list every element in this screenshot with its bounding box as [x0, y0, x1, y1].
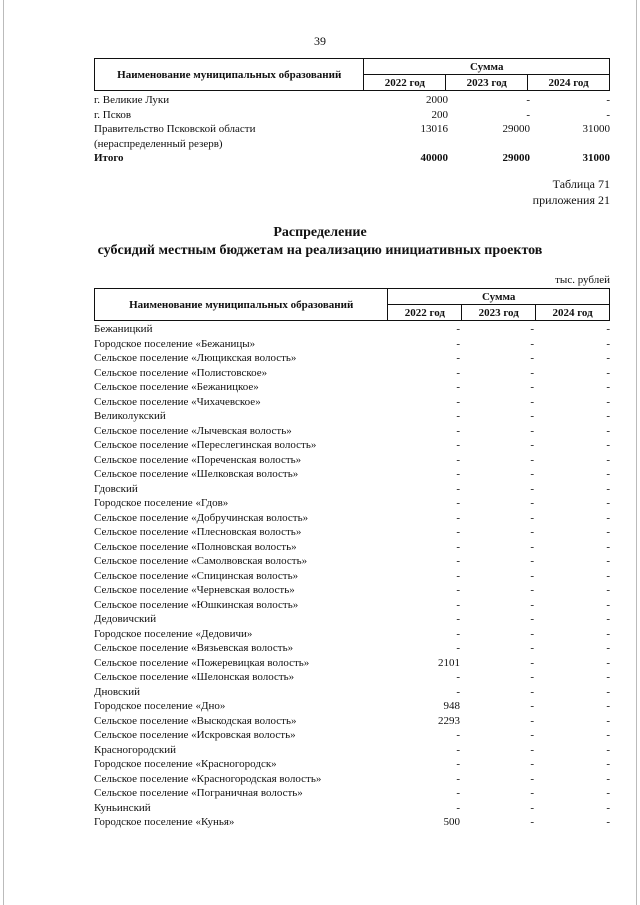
page-number: 39 [314, 34, 326, 48]
row-value-2023: - [530, 700, 534, 712]
row-value-2024: - [606, 323, 610, 335]
table-row [94, 424, 610, 439]
row-name: г. Псков [94, 108, 132, 121]
row-name: Сельское поселение «Искровская волость» [94, 729, 296, 741]
row-value-2022: - [456, 410, 460, 422]
table-row [94, 351, 610, 366]
row-value-2023: - [530, 758, 534, 770]
table1-header-name: Наименование муниципальных образований [95, 59, 364, 91]
row-name: Сельское поселение «Полистовское» [94, 366, 268, 379]
row-name: Дедовичский [94, 613, 157, 625]
row-value-2022: - [456, 482, 460, 495]
row-value-2022: - [456, 468, 460, 480]
row-value-2022: - [456, 395, 460, 408]
row-value-2023: - [530, 613, 534, 625]
table-row [94, 714, 610, 729]
row-value-2024: - [606, 656, 610, 669]
row-value-2022: - [456, 453, 460, 466]
row-value-2022: - [456, 526, 460, 538]
row-value-2023: - [530, 671, 534, 683]
row-value-2024: - [606, 729, 610, 741]
title-line1: Распределение [273, 225, 367, 240]
row-value-2022: - [456, 323, 460, 335]
row-value-2022: - [456, 555, 460, 567]
row-value-2022: - [456, 743, 460, 756]
row-value-2023: - [530, 656, 534, 669]
row-name: Городское поселение «Гдов» [94, 497, 229, 509]
row-value-2023: - [530, 729, 534, 741]
row-value-2023: - [530, 424, 534, 437]
row-value-2022: 2000 [426, 94, 448, 106]
row-name: г. Великие Луки [94, 94, 170, 106]
row-name: Сельское поселение «Добручинская волость» [94, 511, 309, 524]
row-name: Сельское поселение «Плесновская волость» [94, 526, 302, 538]
table-row [94, 641, 610, 656]
row-name: Сельское поселение «Юшкинская волость» [94, 598, 299, 611]
row-value-2022: 2293 [438, 714, 460, 727]
table2-header-year-2023: 2023 год [462, 305, 536, 321]
row-value-2022: - [456, 337, 460, 350]
row-value-2024: - [606, 613, 610, 625]
row-value-2023: - [530, 685, 534, 698]
row-value-2024: - [606, 743, 610, 756]
table-row [94, 366, 610, 381]
table-row [94, 137, 610, 152]
row-value-2023: - [530, 642, 534, 654]
row-name: Сельское поселение «Лычевская волость» [94, 424, 292, 437]
row-value-2022: 500 [443, 816, 460, 828]
table-row [94, 743, 610, 758]
table-caption [533, 176, 610, 208]
row-value-2024: - [606, 108, 610, 121]
table-row [94, 583, 610, 598]
row-value-2024: - [606, 700, 610, 712]
row-value-2022: - [456, 627, 460, 640]
row-value-2022: - [456, 584, 460, 596]
row-value-2024: - [606, 584, 610, 596]
row-value-2023: - [530, 569, 534, 582]
row-value-2023: - [530, 497, 534, 509]
row-value-2023: - [530, 482, 534, 495]
table-row [94, 757, 610, 772]
row-value-2022: - [456, 671, 460, 683]
row-value-2022: - [456, 366, 460, 379]
row-value-2022: - [456, 381, 460, 393]
table-row [94, 554, 610, 569]
table-row [94, 438, 610, 453]
row-value-2023: - [530, 366, 534, 379]
table-row [94, 598, 610, 613]
table-row [94, 699, 610, 714]
table-row [94, 380, 610, 395]
row-value-2023: - [530, 439, 534, 451]
table-row [94, 337, 610, 352]
row-name: Куньинский [94, 801, 151, 814]
table-row [94, 786, 610, 801]
table1-header-year-2023: 2023 год [446, 75, 528, 91]
row-value-2024: - [606, 714, 610, 727]
row-value-2024: - [606, 685, 610, 698]
row-value-2024: - [606, 337, 610, 350]
caption-table-number: Таблица 71 [552, 177, 610, 191]
row-value-2023: - [530, 787, 534, 799]
row-value-2022: - [456, 424, 460, 437]
row-value-2023: - [526, 108, 530, 121]
table-row [94, 93, 610, 108]
row-name: Дновский [94, 685, 141, 698]
table2-header [94, 288, 610, 321]
row-value-2024: - [606, 816, 610, 828]
row-value-2023: - [530, 555, 534, 567]
row-value-2022: - [456, 613, 460, 625]
row-value-2024: - [606, 410, 610, 422]
row-value-2022: - [456, 787, 460, 799]
row-name: Гдовский [94, 482, 138, 495]
row-name: Правительство Псковской области [94, 123, 256, 135]
row-value-2024: - [606, 598, 610, 611]
row-value-2022: - [456, 497, 460, 509]
row-value-2024: - [606, 569, 610, 582]
row-name: Сельское поселение «Вязьевская волость» [94, 642, 294, 654]
table-row [94, 525, 610, 540]
right-margin-line [636, 0, 637, 905]
table-row [94, 467, 610, 482]
row-value-2024: - [606, 627, 610, 640]
left-margin-line [3, 0, 4, 905]
row-value-2023: - [530, 323, 534, 335]
row-name: Красногородский [94, 743, 177, 756]
row-value-2023: - [526, 94, 530, 106]
table-row [94, 569, 610, 584]
row-value-2022: - [456, 511, 460, 524]
row-name: Сельское поселение «Выскодская волость» [94, 714, 297, 727]
row-value-2024: - [606, 671, 610, 683]
row-value-2023: - [530, 453, 534, 466]
row-name: Городское поселение «Кунья» [94, 816, 235, 828]
row-value-2023: - [530, 352, 534, 364]
row-value-2023: - [530, 816, 534, 828]
row-name: Сельское поселение «Пореченская волость» [94, 453, 302, 466]
table-row [94, 772, 610, 787]
table2-header-sum: Сумма [388, 289, 610, 305]
row-value-2022: - [456, 540, 460, 553]
table2-header-year-2024: 2024 год [536, 305, 610, 321]
row-name: Сельское поселение «Шелонская волость» [94, 671, 295, 683]
row-value-2022: 948 [443, 700, 460, 712]
table-row [94, 685, 610, 700]
table-row [94, 815, 610, 830]
row-value-2023: 29000 [502, 152, 530, 164]
row-value-2024: - [606, 94, 610, 106]
caption-appendix: приложения 21 [532, 193, 610, 207]
row-name: Сельское поселение «Красногородская волость» [94, 772, 322, 785]
row-value-2023: - [530, 772, 534, 785]
row-value-2023: - [530, 540, 534, 553]
row-value-2024: - [606, 424, 610, 437]
table-row [94, 511, 610, 526]
row-value-2023: - [530, 526, 534, 538]
row-value-2022: 40000 [420, 152, 448, 164]
row-value-2024: - [606, 381, 610, 393]
units-label: тыс. рублей [555, 274, 610, 286]
table-row [94, 728, 610, 743]
row-value-2022: - [456, 569, 460, 582]
row-value-2023: - [530, 584, 534, 596]
row-value-2024: 31000 [582, 123, 610, 135]
table1-header [94, 58, 610, 91]
title-line2: субсидий местным бюджетам на реализацию инициативных проектов [97, 243, 543, 258]
table1-body [94, 93, 610, 166]
row-name: Сельское поселение «Полновская волость» [94, 540, 297, 553]
row-value-2022: - [456, 439, 460, 451]
table-row [94, 670, 610, 685]
row-value-2023: - [530, 743, 534, 756]
row-name: Сельское поселение «Самолвовская волость» [94, 555, 308, 567]
row-name: Городское поселение «Дно» [94, 700, 226, 712]
table-row [94, 540, 610, 555]
row-value-2024: - [606, 555, 610, 567]
row-value-2024: - [606, 395, 610, 408]
row-value-2024: - [606, 758, 610, 770]
row-value-2022: - [456, 772, 460, 785]
row-name: Бежаницкий [94, 323, 153, 335]
table-row [94, 627, 610, 642]
row-value-2024: - [606, 482, 610, 495]
table-row [94, 656, 610, 671]
row-name: (нераспределенный резерв) [94, 137, 223, 150]
table2-body [94, 322, 610, 830]
row-value-2023: - [530, 627, 534, 640]
table1-header-year-2024: 2024 год [528, 75, 610, 91]
row-value-2022: - [456, 801, 460, 814]
table1-header-sum: Сумма [364, 59, 610, 75]
table-row [94, 409, 610, 424]
row-value-2023: - [530, 801, 534, 814]
row-value-2022: - [456, 352, 460, 364]
row-value-2023: - [530, 337, 534, 350]
table-row [94, 108, 610, 123]
document-title [0, 224, 640, 260]
row-value-2022: - [456, 598, 460, 611]
row-value-2024: 31000 [582, 152, 610, 164]
row-value-2022: - [456, 685, 460, 698]
row-name: Сельское поселение «Пожеревицкая волость» [94, 656, 310, 669]
table-row [94, 801, 610, 816]
row-value-2022: - [456, 642, 460, 654]
table-row [94, 482, 610, 497]
row-value-2022: - [456, 758, 460, 770]
row-name: Городское поселение «Красногородск» [94, 758, 277, 770]
row-value-2023: - [530, 714, 534, 727]
table2-header-year-2022: 2022 год [388, 305, 462, 321]
row-value-2024: - [606, 352, 610, 364]
row-name: Сельское поселение «Бежаницкое» [94, 381, 259, 393]
table-row [94, 395, 610, 410]
table2-header-name: Наименование муниципальных образований [95, 289, 388, 321]
row-value-2023: - [530, 395, 534, 408]
table-row [94, 453, 610, 468]
row-value-2024: - [606, 642, 610, 654]
row-value-2024: - [606, 468, 610, 480]
row-value-2023: - [530, 598, 534, 611]
row-value-2022: 13016 [420, 123, 448, 135]
table-row [94, 612, 610, 627]
row-value-2022: 2101 [438, 656, 460, 669]
row-name: Сельское поселение «Чихачевское» [94, 395, 261, 408]
table-row [94, 322, 610, 337]
row-name: Сельское поселение «Лющикская волость» [94, 352, 297, 364]
row-value-2024: - [606, 787, 610, 799]
row-value-2024: - [606, 453, 610, 466]
row-name: Итого [94, 152, 124, 164]
row-value-2023: - [530, 511, 534, 524]
row-name: Сельское поселение «Спицинская волость» [94, 569, 299, 582]
row-value-2022: 200 [431, 108, 448, 121]
row-name: Сельское поселение «Пограничная волость» [94, 787, 303, 799]
row-name: Городское поселение «Дедовичи» [94, 627, 253, 640]
row-value-2024: - [606, 439, 610, 451]
table-row [94, 122, 610, 137]
row-value-2023: 29000 [502, 123, 530, 135]
row-value-2024: - [606, 366, 610, 379]
row-value-2023: - [530, 381, 534, 393]
table-row [94, 151, 610, 166]
table1-header-year-2022: 2022 год [364, 75, 446, 91]
row-name: Сельское поселение «Черневская волость» [94, 584, 295, 596]
row-name: Сельское поселение «Шелковская волость» [94, 468, 299, 480]
row-name: Великолукский [94, 410, 166, 422]
row-value-2024: - [606, 801, 610, 814]
row-value-2023: - [530, 468, 534, 480]
row-value-2024: - [606, 772, 610, 785]
row-name: Сельское поселение «Переслегинская волость» [94, 439, 317, 451]
row-value-2023: - [530, 410, 534, 422]
row-value-2024: - [606, 511, 610, 524]
row-name: Городское поселение «Бежаницы» [94, 337, 256, 350]
row-value-2024: - [606, 497, 610, 509]
row-value-2024: - [606, 540, 610, 553]
row-value-2022: - [456, 729, 460, 741]
row-value-2024: - [606, 526, 610, 538]
table-row [94, 496, 610, 511]
